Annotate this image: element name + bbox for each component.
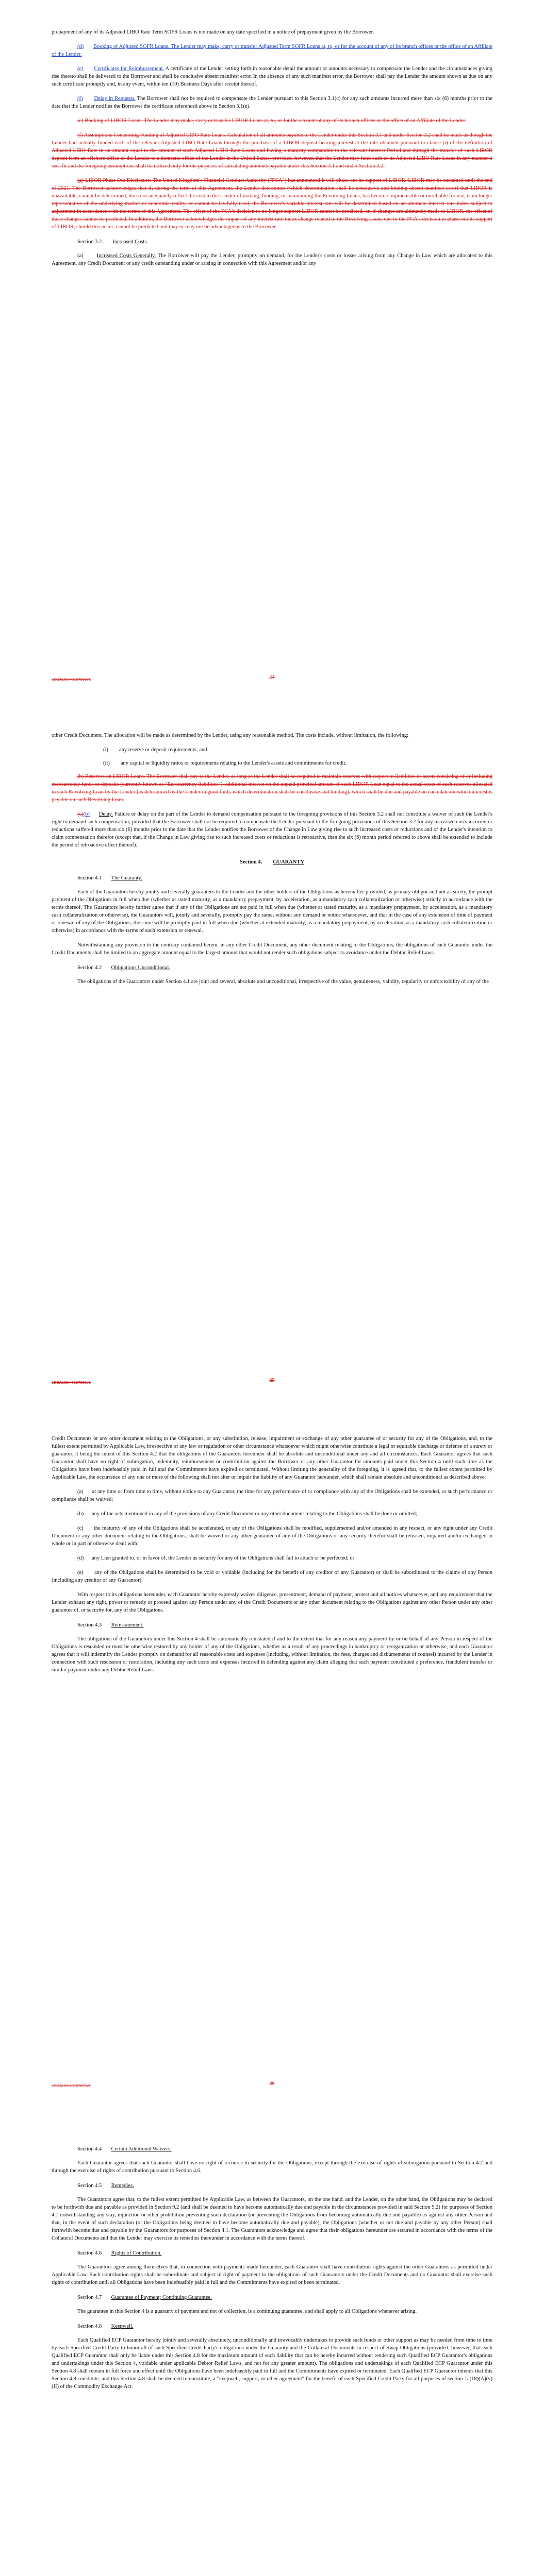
section-3-2-heading: Section 3.2. Increased Costs. <box>77 239 149 245</box>
section-4-6-heading: Section 4.6 Rights of Contribution. <box>77 2250 162 2256</box>
document-id: LEGAL02/40107839v1 <box>52 1380 91 1385</box>
section-4-5-heading: Section 4.5 Remedies. <box>77 2183 134 2189</box>
list-item-reserve: (i) any reserve or deposit requirements; and <box>103 747 207 753</box>
list-item-b: (b) any of the acts mentioned in any of the provisions of any Credit Document or any other document relating to the Obligations shall be done or omitted; <box>77 1511 418 1517</box>
list-item-d: (d) any Lien granted to, or in favor of, the Lender as security for any of the Obligations shall fail to attach or be perfected; or <box>77 1555 355 1561</box>
paragraph-guarantee-payment: The guarantee in this Section 4 is a guaranty of payment and not of collection, is a continuing guarantee, and shall apply to all Obligations whenever arising. <box>77 2309 417 2314</box>
document-page-1 <box>0 0 544 703</box>
section-4-8-heading: Section 4.8 Keepwell. <box>77 2324 134 2329</box>
paragraph-keepwell: Each Qualified ECP Guarantor hereby jointly and severally absolutely, unconditionally and irrevocably undertakes to provide such funds or other support as may be needed from time to time by each Specified Credit Party to honor all of such Specified Credit Party's obligations under the Guaranty and the Collateral Documents in respect of Swap Obligations (provided, however, that each Qualified ECP Guarantor shall only be liable under this Section 4.8 for the maximum amount of such liability that can be hereby incurred without rendering such Qualified ECP Guarantor's obligations and undertakings under this Section 4, voidable under applicable Debtor Relief Laws, and not for any greater amount). The obligations and undertakings of each Qualified ECP Guarantor under this Section 4.8 shall remain in full force and effect until the Obligations have been indefeasibly paid in full and the Commitments have expired or terminated. Each Qualified ECP Guarantor intends that this Section 4.8 constitute, and this Section 4.8 shall be deemed to constitute, a "keepwell, support, or other agreement" for the benefit of each Specified Credit Party for all purposes of section 1a(18)(A)(v)(II) of the Commodity Exchange Act. <box>52 2337 492 2389</box>
paragraph-assumptions-deleted: (f) Assumptions Concerning Funding of Adjusted LIBO Rate Loans. Calculation of all amounts payable to the Lender under this Section 3.1 and under Section 3.2 shall be made as though the Lender had actually funded each of the relevant Adjusted LIBO Rate Loans through the purchase of a LIBOR deposit bearing interest at the rate obtained pursuant to clause (i) of the definition of Adjusted LIBO Rate in an amount equal to the amount of such Adjusted LIBO Rate Loans and having a maturity comparable to the relevant Interest Period and through the transfer of such LIBOR deposit from an offshore office of the Lender to a domestic office of the Lender in the United States; provided, however, that the Lender may fund each of its Adjusted LIBO Rate Loans in any manner it sees fit and the foregoing assumptions shall be utilized only for the purposes of calculating amounts payable under this Section 3.1 and under Section 3.2. <box>52 132 492 169</box>
paragraph-credit-documents: Credit Documents or any other document relating to the Obligations, or any substitution, release, impairment or exchange of any other guarantee of or security for any of the Obligations, and, to the fullest extent permitted by Applicable Law, irrespective of any law or regulation or other circumstance whatsoever which might otherwise constitute a legal or equitable discharge or defense of a surety or guarantor, it being the intent of this Section 4.2 that the obligations of the Guarantors hereunder shall be absolute and unconditional under any and all circumstances. Each Guarantor agrees that such Guarantor shall have no right of subrogation, indemnity, reimbursement or contribution against the Borrower or any other Guarantor for amounts paid under this Section 4 until such time as the Obligations have been indefeasibly paid in full and the Commitments have expired or terminated. Without limiting the generality of the foregoing, it is agreed that, to the fullest extent permitted by Applicable Law, the occurrence of any one or more of the following shall not alter or impair the liability of any Guarantor hereunder, which shall remain absolute and unconditional as described above: <box>52 1436 492 1480</box>
list-item-c: (c) the maturity of any of the Obligations shall be accelerated, or any of the Obligations shall be modified, supplemented and/or amended in any respect, or any right under any Credit Document or any other document relating to the Obligations, shall be waived or any other guarantee of any of the Obligations or any security therefor shall be released, impaired and/or exchanged in whole or in part or otherwise dealt with; <box>52 1526 493 1547</box>
paragraph-booking-sofr: (d) Booking of Adjusted SOFR Loans. The Lender may make, carry or transfer Adjusted Term SOFR Loans at, to, or for the account of any of its branch offices or the office of an Affiliate of the Lender. <box>52 44 492 57</box>
list-item-a: (a) at any time or from time to time, without notice to any Guarantor, the time for any performance of or compliance with any of the Obligations shall be extended, or such performance or compliance shall be waived; <box>52 1489 492 1502</box>
document-page-4 <box>0 2110 544 2576</box>
paragraph-cost-allocation: other Credit Document. The allocation will be made as determined by the Lender, using any reasonable method. The costs include, without limitation, the following: <box>52 733 409 738</box>
paragraph-contribution: The Guarantors agree among themselves that, in connection with payments made hereunder, each Guarantor shall have contribution rights against the other Guarantors as permitted under Applicable Law. Such contribution rights shall be subordinate and subject in right of payment to the obligations of such Guarantors under the Credit Documents and no Guarantor shall exercise such rights of contribution until all Obligations have been indefeasibly paid in full and the Commitments have expired or been terminated. <box>52 2264 492 2285</box>
page-number: 26 <box>269 2081 275 2087</box>
paragraph-delay: (c)(b) Delay. Failure or delay on the part of the Lender to demand compensation pursuant to the foregoing provisions of this Section 3.2 shall not constitute a waiver of such the Lender's right to demand such compensation; provided that the Borrower shall not be required to compensate the Lender pursuant to the foregoing provisions of this Section 3.2 for any increased costs incurred or reductions suffered more than six (6) months prior to the date that the Lender notifies the Borrower of the Change in Law giving rise to such increased costs or reductions and of the Lender's intention to claim compensation therefor (except that, if the Change in Law giving rise to such increased costs or reductions is retroactive, then the six (6) month period referred to above shall be extended to include the period of retroactive effect thereof). <box>52 811 492 848</box>
document-page-2 <box>0 703 544 1406</box>
document-id: LEGAL02/40107839v1 <box>52 677 91 682</box>
section-4-4-heading: Section 4.4 Certain Additional Waivers. <box>77 2146 172 2152</box>
paragraph-prepayment: prepayment of any of its Adjusted LIBO Rate Term SOFR Loans is not made on any date specified in a notice of prepayment given by the Borrower. <box>52 29 374 35</box>
paragraph-increased-costs: (a) Increased Costs Generally. The Borrower will pay the Lender, promptly on demand, for the Lender's costs or losses arising from any Change in Law which are allocated to this Agreement, any Credit Document or any credit outstanding under or arising in connection with this Agreement and/or any <box>52 253 493 266</box>
article-4-heading: Section 4. GUARANTY <box>240 859 304 865</box>
paragraph-delay-requests: (f) Delay in Requests. The Borrower shall not be required to compensate the Lender pursuant to this Section 3.1(c) for any such amounts incurred more than six (6) months prior to the date that the Lender notifies the Borrower the certificate referenced above in Section 3.1(e). <box>52 96 493 109</box>
section-4-7-heading: Section 4.7 Guarantee of Payment; Continuing Guarantee. <box>77 2295 212 2300</box>
list-item-e: (e) any of the Obligations shall be determined to be void or voidable (including for the benefit of any creditor of any Guarantor) or shall be subordinated to the claims of any Person (including any creditor of any Guarantor). <box>52 1570 493 1583</box>
page-number: 24 <box>269 674 275 680</box>
paragraph-booking-libor-deleted: (e) Booking of LIBOR Loans. The Lender may make, carry or transfer LIBOR Loans at, to, or for the account of any of its branch offices or the office of an Affiliate of the Lender. <box>77 118 467 124</box>
document-id: LEGAL02/40107839v1 <box>52 2083 91 2088</box>
document-page-3 <box>0 1406 544 2110</box>
section-4-2-heading: Section 4.2 Obligations Unconditional. <box>77 965 170 971</box>
paragraph-waivers: With respect to its obligations hereunder, each Guarantor hereby expressly waives diligence, presentment, demand of payment, protest and all notices whatsoever, and any requirement that the Lender exhaust any right, power or remedy or proceed against any Person under any of the Credit Documents or any other document relating to the Obligations against any other Person under any other guarantee of, or security for, any of the Obligations. <box>52 1592 492 1613</box>
list-item-capital: (ii) any capital or liquidity ratios or requirements relating to the Lender's assets and commitments for credit. <box>103 760 347 766</box>
section-4-1-heading: Section 4.1 The Guaranty. <box>77 875 142 881</box>
paragraph-certificates: (e) Certificates for Reimbursement. A certificate of the Lender setting forth in reasonable detail the amount or amounts necessary to compensate the Lender and the circumstances giving rise thereto shall be delivered to the Borrower and shall be conclusive absent manifest error. In the absence of any such manifest error, the Borrower shall pay the Lender the amount shown as due on any such certificate promptly and, in any event, within ten (10) Business Days after receipt thereof. <box>52 66 493 87</box>
paragraph-reinstatement: The obligations of the Guarantors under this Section 4 shall be automatically reinstated if and to the extent that for any reason any payment by or on behalf of any Person in respect of the Obligations is rescinded or must be otherwise restored by any holder of any of the Obligations, whether as a result of any proceedings in bankruptcy or reorganization or otherwise, and each Guarantor agrees that it will indemnify the Lender promptly on demand for all reasonable costs and expenses (including, without limitation, the fees, charges and disbursements of counsel) incurred by the Lender in connection with such rescission or restoration, including any such costs and expenses incurred in defending against any claim alleging that such payment constituted a preference, fraudulent transfer or similar payment under any Debtor Relief Laws. <box>52 1636 492 1673</box>
paragraph-libor-phaseout-deleted: (g) LIBOR Phase Out Disclosure. The United Kingdom's Financial Conduct Authority ("FCA") has announced it will phase out its support of LIBOR. LIBOR may be sustained until the end of 2021. The Borrower acknowledges that if, during the term of this Agreement, the Lender determines (which determination shall be conclusive and binding absent manifest error) that LIBOR is unavailable, cannot be determined, does not adequately reflect the cost to the Lender of making, funding, or maintaining the Revolving Loans, has become impracticable or unreliable for use, is no longer representative of the underlying market or economic reality, or cannot be lawfully used, the Borrower's variable interest rate will be determined based on an alternate interest rate index subject to adjustment in accordance with the terms of this Agreement. The effect of the FCA's decision to no longer support LIBOR cannot be predicted, or, if changes are ultimately made to LIBOR, the effect of those changes cannot be predicted. In addition, the Borrower acknowledges the impact of any interest rate index change related to the Revolving Loans due to the FCA's decision to phase out its support of LIBOR, should this occur, cannot be predicted and may or may not be advantageous to the Borrower. <box>52 178 492 230</box>
paragraph-notwithstanding: Notwithstanding any provision to the contrary contained herein, in any other Credit Document, any other document relating to the Obligations, the obligations of each Guarantor under the Credit Documents shall be limited to an aggregate amount equal to the largest amount that would not render such obligations subject to avoidance under the Debtor Relief Laws. <box>52 942 492 956</box>
paragraph-obligations-unconditional: The obligations of the Guarantors under Section 4.1 are joint and several, absolute and unconditional, irrespective of the value, genuineness, validity, regularity or enforceability of any of the <box>77 979 489 985</box>
paragraph-reserves-deleted: (b) Reserves on LIBOR Loans. The Borrower shall pay to the Lender, as long as the Lender shall be required to maintain reserves with respect to liabilities or assets consisting of or including eurocurrency funds or deposits (currently known as "Eurocurrency liabilities"), additional interest on the unpaid principal amount of each LIBOR Loan equal to the actual costs of such reserves allocated to such Revolving Loan by the Lender (as determined by the Lender in good faith, which determination shall be conclusive and binding), which shall be due and payable on each date on which interest is payable on such Revolving Loan. <box>52 774 492 803</box>
page-number: 25 <box>269 1378 275 1383</box>
paragraph-guaranty: Each of the Guarantors hereby jointly and severally guarantees to the Lender and the other holders of the Obligations as hereinafter provided, as primary obligor and not as surety, the prompt payment of the Obligations in full when due (whether at stated maturity, as a mandatory prepayment, by acceleration, as a mandatory cash collateralization or otherwise) strictly in accordance with the terms thereof. The Guarantors hereby further agree that if any of the Obligations are not paid in full when due (whether at stated maturity, as a mandatory prepayment, by acceleration, as a mandatory cash collateralization or otherwise), the Guarantors will, jointly and severally, promptly pay the same, without any demand or notice whatsoever, and that in the case of any extension of time of payment or renewal of any of the Obligations, the same will be promptly paid in full when due (whether at extended maturity, as a mandatory prepayment, by acceleration, as a mandatory cash collateralization or otherwise) in accordance with the terms of such extension or renewal. <box>52 889 492 934</box>
section-4-3-heading: Section 4.3 Reinstatement. <box>77 1622 144 1628</box>
paragraph-remedies: The Guarantors agree that, to the fullest extent permitted by Applicable Law, as between the Guarantors, on the one hand, and the Lender, on the other hand, the Obligations may be declared to be forthwith due and payable as provided in Section 9.2 (and shall be deemed to have become automatically due and payable in the circumstances provided in said Section 9.2) for purposes of Section 4.1 notwithstanding any stay, injunction or other prohibition preventing such declaration (or preventing the Obligations from becoming automatically due and payable) as against any other Person and that, in the event of such declaration (or the Obligations being deemed to have become automatically due and payable), the Obligations (whether or not due and payable by any other Person) shall forthwith become due and payable by the Guarantors for purposes of Section 4.1. The Guarantors acknowledge and agree that their obligations hereunder are secured in accordance with the terms of the Collateral Documents and that the Lender may exercise its remedies thereunder in accordance with the terms thereof. <box>52 2197 492 2241</box>
paragraph-additional-waivers: Each Guarantor agrees that such Guarantor shall have no right of recourse to security for the Obligations, except through the exercise of rights of subrogation pursuant to Section 4.2 and through the exercise of rights of contribution pursuant to Section 4.6. <box>52 2160 492 2174</box>
